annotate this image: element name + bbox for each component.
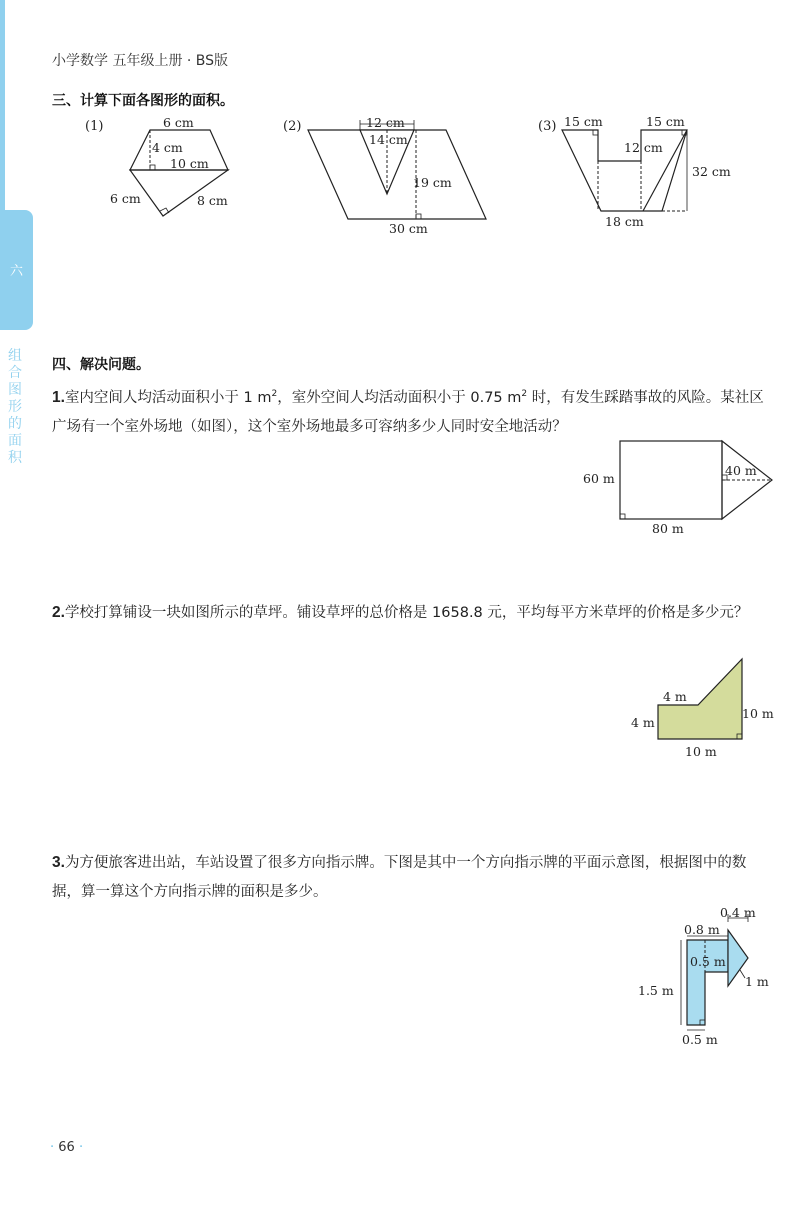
figure-2 xyxy=(283,110,503,240)
fig1-right-leg: 8 cm xyxy=(197,193,228,208)
q2-number: 2. xyxy=(52,604,65,621)
page-number: · 66 · xyxy=(50,1140,84,1155)
q3-inner-height: 0.5 m xyxy=(690,954,726,969)
book-title: 小学数学 五年级上册 · BS版 xyxy=(52,53,229,69)
fig1-base: 10 cm xyxy=(170,156,209,171)
q3-bottom-width: 0.5 m xyxy=(682,1032,718,1047)
figure-q3 xyxy=(632,900,792,1050)
q1-height: 60 m xyxy=(583,471,615,486)
fig1-label: (1) xyxy=(85,119,104,134)
figure-3 xyxy=(538,110,758,235)
figure-1 xyxy=(80,110,280,230)
q3-number: 3. xyxy=(52,854,65,871)
q1-number: 1. xyxy=(52,388,65,406)
question-3: 3.为方便旅客进出站，车站设置了很多方向指示牌。下图是其中一个方向指示牌的平面示意图，根据图中的数据，算一算这个方向指示牌的面积是多少。 xyxy=(52,854,747,900)
fig1-left-leg: 6 cm xyxy=(110,191,141,206)
fig3-label: (3) xyxy=(538,119,557,134)
chapter-title: 组合图形的面积 xyxy=(8,348,22,466)
fig3-bottom: 18 cm xyxy=(605,214,644,229)
q2-top-left: 4 m xyxy=(663,689,687,704)
fig1-top: 6 cm xyxy=(163,115,194,130)
q3-arrow-side: 1 m xyxy=(745,974,769,989)
q3-top-width: 0.8 m xyxy=(684,922,720,937)
fig2-base: 30 cm xyxy=(389,221,428,236)
q1-rectangle xyxy=(620,441,722,519)
section3-title: 三、计算下面各图形的面积。 xyxy=(52,93,234,109)
q2-left: 4 m xyxy=(631,715,655,730)
fig2-label: (2) xyxy=(283,119,302,134)
fig3-height: 32 cm xyxy=(692,164,731,179)
fig3-notch-width: 12 cm xyxy=(624,140,663,155)
q3-arrow-width: 0.4 m xyxy=(720,905,756,920)
page-dot-right: · xyxy=(78,1140,84,1155)
fig2-top-gap: 12 cm xyxy=(366,115,405,130)
q2-right: 10 m xyxy=(742,706,774,721)
chapter-tab xyxy=(0,210,33,330)
question-1: 1.室内空间人均活动面积小于 1 $m^2$，室外空间人均活动面积小于 0.75 $m^2$ 时，有发生踩踏事故的风险。某社区广场有一个室外场地（如图），这个室外场地最多可容纳多少人同时安全地活动？ xyxy=(52,388,764,435)
chapter-number: 六 xyxy=(10,264,24,279)
q1-width: 80 m xyxy=(652,521,684,536)
figure-q1 xyxy=(580,435,790,545)
fig2-tri-height: 14 cm xyxy=(369,132,408,147)
fig3-left-top: 15 cm xyxy=(564,114,603,129)
q3-height: 1.5 m xyxy=(638,983,674,998)
q1-tri-height: 40 m xyxy=(725,463,757,478)
question-2: 2.学校打算铺设一块如图所示的草坪。铺设草坪的总价格是 1658.8 元，平均每平方米草坪的价格是多少元？ xyxy=(52,604,749,621)
fig3-right-top: 15 cm xyxy=(646,114,685,129)
page-dot-left: · xyxy=(50,1140,55,1155)
section4-title: 四、解决问题。 xyxy=(52,357,150,373)
q3-sign-body xyxy=(687,940,728,1025)
fig2-height: 19 cm xyxy=(413,175,452,190)
fig1-height: 4 cm xyxy=(152,140,183,155)
q2-bottom: 10 m xyxy=(685,744,717,759)
figure-q2 xyxy=(625,650,785,765)
